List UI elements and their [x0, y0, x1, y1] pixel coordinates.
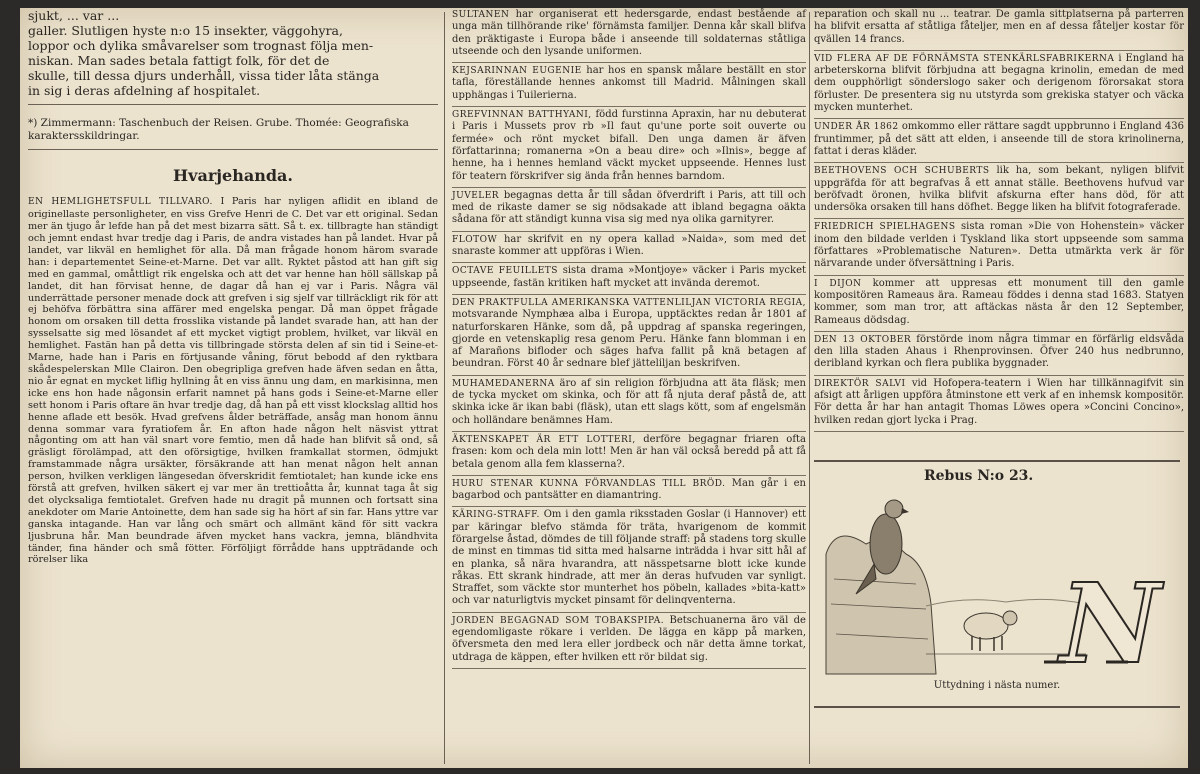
- news-item-text: har skrifvit en ny opera kallad »Naida», som med det snaraste kommer att uppföras i Wien.: [452, 233, 806, 258]
- news-item-lead: HURU STENAR KUNNA FÖRVANDLAS TILL BRÖD.: [452, 478, 726, 489]
- newspaper-page: [20, 8, 1188, 768]
- news-item-paragraph: [814, 278, 1184, 327]
- footnote: *) Zimmermann: Taschenbuch der Reisen. Grube. Thomée: Geografiska karaktersskildringar.: [28, 117, 409, 142]
- news-item-text: Om i den gamla riksstaden Goslar (i Hannover) ett par käringar blefvo stämda för träta, hvarigenom de kommit förargelse åstad, dömdes de till följande straff: på stadens torg skulle de minst en timmas tid sitta med halsarne inträdda i hvar sitt hål af en planka, så nära hvarandra, att nässpetsarne blott icke kunde råkas. Ett skrank hindrade, att mer än deras hufvuden var synligt. Straffet, som väckte stor munterhet hos pöbeln, kallades »bita-katt» och var naturligtvis mycket pinsamt för delinqventerna.: [452, 509, 806, 607]
- news-item-lead: I DIJON: [814, 278, 862, 289]
- news-item-lead: JORDEN BEGAGNAD SOM TOBAKSPIPA.: [452, 615, 665, 626]
- section-heading: Hvarjehanda.: [173, 166, 293, 185]
- news-item: [814, 52, 1184, 119]
- news-item-text: omkommo eller rättare sagdt uppbrunno i England 436 fruntimmer, på det sätt att elden, i anseende till de stora krinolinerna, fattat i deras kläder.: [814, 121, 1184, 157]
- news-item-lead: FLOTOW: [452, 234, 498, 245]
- news-item: [452, 264, 806, 295]
- news-item: [452, 433, 806, 476]
- news-item-text: äro af sin religion förbjudna att äta fläsk; men de tycka mycket om skinka, och för att få njuta deraf påstå de, att skinka icke är ikan babi (fläsk), utan ett slags kött, som af engelsmän och holländare benämnes Ham.: [452, 377, 806, 426]
- news-item-paragraph: [452, 478, 806, 503]
- news-item: [452, 296, 806, 376]
- news-item-text: begagnas detta år till sådan öfverdrift i Paris, att till och med de rikaste damer se sig nödsakade att ibland begagna oäkta sådana för att ständigt kunna visa sig med nya olika garnityrer.: [452, 189, 806, 226]
- news-item-paragraph: [814, 334, 1184, 371]
- news-item-lead: MUHAMEDANERNA: [452, 378, 555, 389]
- news-item-paragraph: [452, 234, 806, 259]
- text-line: loppor och dylika småvarelser som trognast följa men-: [28, 38, 374, 53]
- news-item-text: förstörde inom några timmar en förfärlig eldsvåda den lilla staden Ahaus i Rhenprovinsen. Öfver 240 hus nedbrunno, deribland kyrkan och flera publika byggnader.: [814, 333, 1184, 370]
- news-item-text: sista roman »Die von Hohenstein» väcker inom den bildade verlden i Tyskland lika stort uppseende som samma författares »Problematische Naturen». Detta utmärkta verk är för närvarande under öfversättning i Paris.: [814, 221, 1185, 270]
- news-item-paragraph: [452, 434, 806, 471]
- news-item-paragraph: [814, 378, 1184, 427]
- news-item-paragraph: [452, 9, 806, 58]
- news-item: [452, 8, 806, 63]
- news-item-text: lik ha, som bekant, nyligen blifvit uppgräfda för att begrafvas å ett annat ställe. Beethovens hufvud var beröfvadt öronen, hvilka blifvit afskurna efter hans död, för att undersöka orsaken till hans döfhet. Begge liken ha blifvit fotograferade.: [814, 165, 1184, 214]
- news-item-paragraph: [814, 221, 1184, 270]
- news-item-text: har hos en spansk målare beställt en stor tafla, föreställande hennes ankomst till Madrid. Målningen skall upphängas i Tuilerierna.: [452, 65, 806, 101]
- letter-n-illustration: [1044, 559, 1164, 680]
- news-item: [814, 220, 1184, 275]
- news-item-lead: DIREKTÖR SALVI: [814, 378, 906, 389]
- news-item: [814, 277, 1184, 332]
- news-item-lead: KEJSARINNAN EUGENIE: [452, 66, 582, 77]
- text-line: skulle, till dessa djurs underhåll, vissa tider låta stänga: [28, 68, 380, 83]
- news-item: [814, 8, 1184, 51]
- news-item-text: vid Hofopera-teatern i Wien har tillkännagifvit sin afsigt att årligen uppföra åtminstone ett verk af en inhemsk kompositör. För detta år har han antagit Thomas Löwes opera »Concini Concino», hvilken redan gjort lycka i Prag.: [814, 377, 1184, 426]
- news-item-text: har organiserat ett hedersgarde, endast bestående af unga män tillhörande rike' förnämsta familjer. Denna kår skall blifva den präktigaste i Europa både i anseende till soldaternas ståtliga utseende och den lysande uniformen.: [452, 9, 806, 57]
- news-item-paragraph: [452, 615, 806, 664]
- news-item-lead: DEN PRAKTFULLA AMERIKANSKA VATTENLILJAN VICTORIA REGIA,: [452, 297, 806, 308]
- news-item: [814, 164, 1184, 219]
- news-item: [452, 508, 806, 612]
- news-item-text: född furstinna Apraxin, har nu debuterat i Paris i Mussets prov rb »Il faut qu'une porte soit ouverte ou fermée» och rönt mycket bifall. Den unga damen är äfven författarinna; romanerna »On a beau dire» och »Ilnis», begge af henne, ha i hennes hemland väckt mycket uppseende. Hennes lust för teatern förskrifver sig ända från hennes barndom.: [452, 109, 806, 182]
- news-item-lead: UNDER ÅR 1862: [814, 122, 899, 133]
- news-item-paragraph: [814, 121, 1184, 158]
- rebus-puzzle: [814, 460, 1180, 708]
- news-item-lead: JUVELER: [452, 190, 500, 201]
- news-item-lead: OCTAVE FEUILLETS: [452, 266, 558, 277]
- news-item-lead: BEETHOVENS OCH SCHUBERTS: [814, 166, 990, 177]
- news-item-text: motsvarande Nymphæa alba i Europa, upptäcktes redan år 1801 af naturforskaren Hänke, som då, på uppdrag af spanska regeringen, gjorde en vetenskaplig resa genom Peru. Hänke fann blomman i en af Marañons bifloder och säges hafva fallit på knä betagen af beundran. Först 40 år sednare blef jätteliljan beskrifven.: [452, 309, 806, 370]
- news-item-text: i England ha arbeterskorna blifvit förbjudna att begagna krinolin, emedan de med dem oupphörligt sönderslogo saker och derigenom förorsakat stora förluster. De presentera sig nu utstyrda som grekiska statyer och väcka mycken munterhet.: [814, 52, 1184, 114]
- rebus-illustration: [816, 484, 1178, 680]
- article-paragraph: [28, 196, 438, 566]
- column-right: [814, 8, 1185, 691]
- news-item-lead: DEN 13 OKTOBER: [814, 334, 912, 345]
- news-item-paragraph: [814, 9, 1184, 46]
- news-item-text: Man går i en bagarbod och pantsätter en diamantring.: [452, 477, 806, 502]
- text-line: sjukt, ... var ...: [28, 8, 120, 23]
- news-item-paragraph: [452, 109, 806, 183]
- news-item-text: sista drama »Montjoye» väcker i Paris mycket uppseende, fastän kritiken haft mycket att invända deremot.: [452, 265, 807, 289]
- news-item: [452, 614, 806, 669]
- news-item: [814, 120, 1184, 163]
- news-item: [814, 377, 1184, 432]
- news-item: [814, 333, 1184, 376]
- column-middle: [452, 8, 806, 670]
- column-rule: [809, 12, 810, 764]
- news-item: [452, 377, 806, 432]
- column-left: [28, 8, 438, 568]
- news-item-lead: VID FLERA AF DE FÖRNÄMSTA STENKÄRLSFABRIKERNA: [814, 53, 1115, 64]
- news-item: [452, 233, 806, 264]
- news-item-lead: KÄRING-STRAFF.: [452, 510, 540, 521]
- rebus-title: Rebus N:o 23.: [924, 468, 1034, 484]
- news-item: [452, 108, 806, 188]
- news-item-lead: ÄKTENSKAPET ÄR ETT LOTTERI,: [452, 434, 636, 445]
- intro-text: [28, 8, 438, 98]
- news-item-lead: SULTANEN: [452, 10, 510, 20]
- news-item: [452, 189, 806, 232]
- news-item-lead: GREFVINNAN BATTHYANI,: [452, 110, 592, 121]
- article-body: I Paris har nyligen aflidit en ibland de originellaste personligheter, en viss Grefve Henri de C. Det var ett original. Sedan mer än tjugo år lefde han på det mest bizarra sätt. Så t. ex. tillbragte han ständigt och jemnt endast hvar tredje dag i Paris, de andra vistades han på landet. Hvar på landet, var likväl en hemlighet för alla. Då man frågade honom härom svarade han: i departementet Seine-et-Marne. Det var allt. Ryktet påstod att han gift sig med en gammal, omåttligt rik engelska och att det var henne han höll sällskap på landet, dit han förvisat henne, de dagar då han ej var i Paris. Några väl underrättade personer menade dock att grefven i sig sjelf var tillräckligt rik för att ej behöfva förbättra sina affärer med engelska pengar. Då man öppet frågade honom om orsaken till detta frosslika vistande på landet svarade han, att han der sysselsatte sig med lösandet af ett mycket vigtigt problem, hvilket, var likväl en hemlighet. Fastän han på detta vis tillbringade största delen af sin tid i Seine-et-Marne, hade han i Paris en förtjusande våning, förut bebodd af den ryktbara skådespelerskan Mlle Clairon. Den obegripliga grefven hade äfven sedan en åtta, nio år egnat en mycket liflig hyllning åt en viss ännu ung dam, en markisinna, men icke ens hon hade någonsin erfarit namnet på hans gods i Seine-et-Marne eller sett honom i Paris oftare än hvar tredje dag, då han på ett visst klockslag alltid hos henne aflade ett besök. Hvad grefvens ålder beträffade, ansåg man honom ännu denna sommar vara fyratiofem år. En afton hade någon helt näsvist yttrat någonting om att han väl snart vore femtio, men då hade han blifvit så ond, så gräsligt förolämpad, att den oförsigtige, hvilken framkallat stormen, ödmjukt framstammade några ursäkter, försäkrande att han menat någon helt annan person, hvilken verkligen längesedan öfverskridit femtiotalet; han kunde icke ens förstå att grefven, hvilken säkert ej var mer än trettioåtta år, kunnat taga åt sig det olycksaliga femtiotalet. Grefven hade nu dragit på munnen och fortsatt sina anekdoter om Marie Antoinette, dem han sade sig ha hört af sin far. Hans yttre var ganska intagande. Han var lång och smärt och allmänt känd för sitt vackra ljusbruna hår. Man beundrade äfven mycket hans vackra, jemna, bländhvita tänder, fina händer och små fötter. Förföljigt förrådde hans uppträdande och rörelser lika: [28, 196, 438, 566]
- text-line: niskan. Man sades betala fattigt folk, för det de: [28, 53, 330, 68]
- news-item-text: reparation och skall nu ... teatrar. De gamla sittplatserna på parterren ha blifvit ersatta af ståtliga fåteljer, men en af dessa fåteljer kostar för qvällen 14 francs.: [814, 9, 1184, 45]
- news-item-text: kommer att uppresas ett monument till den gamle kompositören Rameaus ära. Rameau föddes i denna stad 1683. Statyen kommer, som man tror, att aftäckas nästa år den 12 September, Rameaus dödsdag.: [814, 277, 1184, 326]
- footnote-rule: [28, 104, 438, 105]
- news-item: [452, 477, 806, 508]
- news-item-text: Betschuanerna äro väl de egendomligaste rökare i verlden. De lägga en käpp på marken, öfversmeta den med lera eller jordbeck och när detta ämne torkat, utdraga de käppen, efter hvilken ett rör bildat sig.: [452, 614, 806, 663]
- news-item: [452, 64, 806, 107]
- news-item-paragraph: [452, 65, 806, 102]
- article-lead: EN HEMLIGHETSFULL TILLVARO.: [28, 197, 213, 208]
- news-item-lead: FRIEDRICH SPIELHAGENS: [814, 222, 956, 233]
- section-rule: [28, 149, 438, 150]
- news-list: [814, 8, 1184, 432]
- news-item-paragraph: [814, 53, 1184, 114]
- news-item-text: derföre begagnar friaren ofta frasen: kom och dela min lott! Men är han väl också beredd på att få betala genom alla fem klasserna?.: [452, 433, 807, 470]
- news-item-paragraph: [814, 165, 1184, 214]
- text-line: in sig i deras afdelning af hospitalet.: [28, 83, 261, 98]
- rebus-letter: N: [1060, 559, 1161, 680]
- news-item-paragraph: [452, 297, 806, 371]
- news-item-paragraph: [452, 509, 806, 607]
- text-line: galler. Slutligen hyste n:o 15 insekter, väggohyra,: [28, 23, 343, 38]
- news-item-paragraph: [452, 265, 806, 290]
- column-rule: [444, 12, 445, 764]
- news-item-paragraph: [452, 190, 806, 227]
- rebus-caption: Uttydning i nästa numer.: [933, 680, 1061, 691]
- news-item-paragraph: [452, 378, 806, 427]
